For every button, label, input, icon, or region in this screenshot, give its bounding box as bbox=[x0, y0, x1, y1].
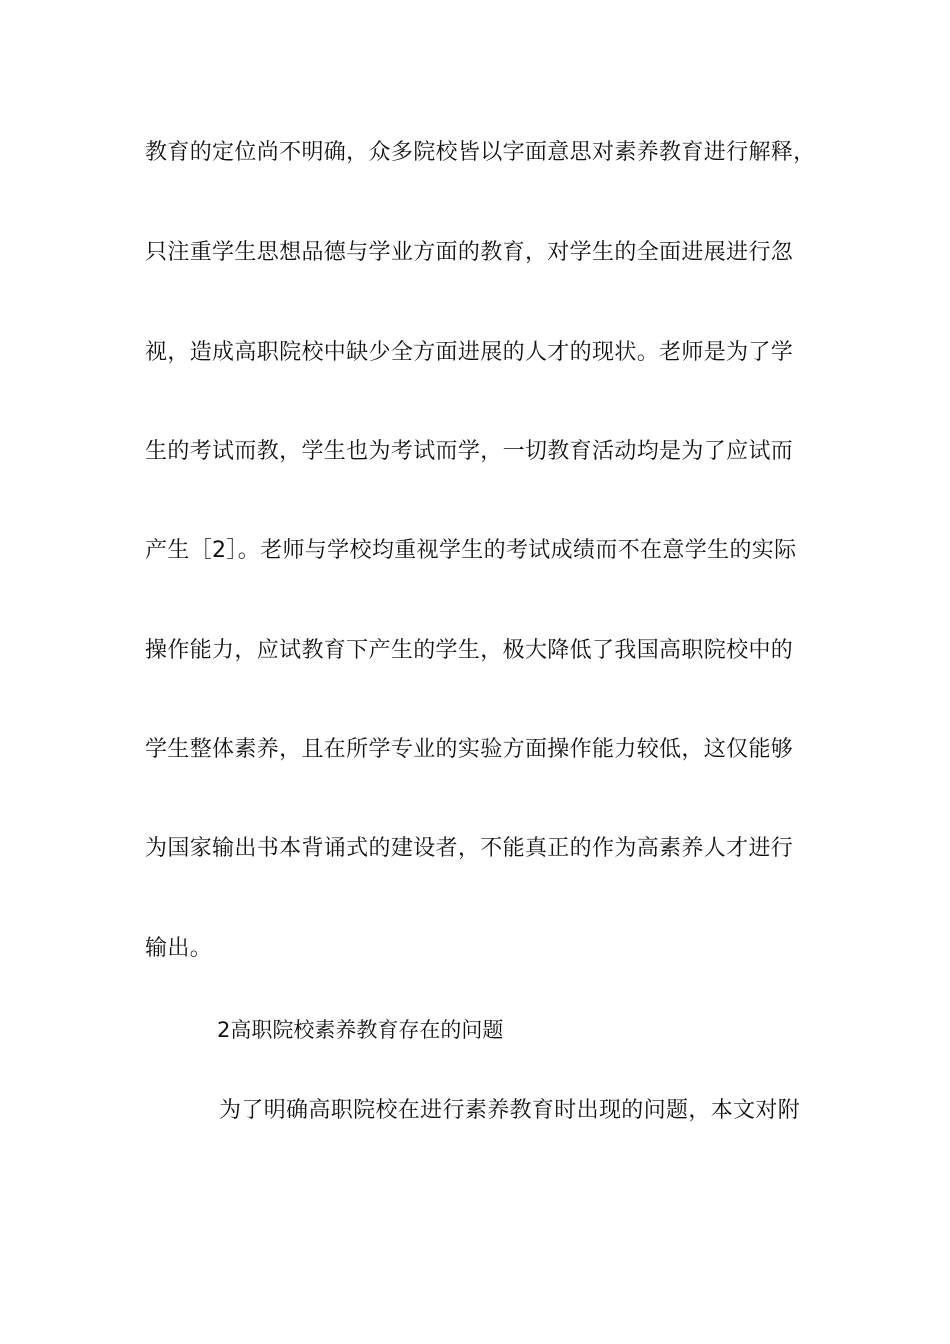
paragraph-line: 学生整体素养，且在所学专业的实验方面操作能力较低，这仅能够 bbox=[145, 737, 794, 762]
paragraph-line: 视，造成高职院校中缺少全方面进展的人才的现状。老师是为了学 bbox=[145, 340, 794, 365]
paragraph-line: 教育的定位尚不明确，众多院校皆以字面意思对素养教育进行解释， bbox=[145, 140, 816, 165]
paragraph-line: 生的考试而教，学生也为考试而学，一切教育活动均是为了应试而 bbox=[145, 439, 794, 464]
paragraph-line: 输出。 bbox=[145, 936, 213, 961]
paragraph-line: 产生［2］。老师与学校均重视学生的考试成绩而不在意学生的实际 bbox=[145, 538, 797, 563]
paragraph-line: 只注重学生思想品德与学业方面的教育，对学生的全面进展进行忽 bbox=[145, 240, 794, 265]
paragraph-line: 操作能力，应试教育下产生的学生，极大降低了我国高职院校中的 bbox=[145, 638, 794, 663]
paragraph-line: 为国家输出书本背诵式的建设者，不能真正的作为高素养人才进行 bbox=[145, 836, 794, 861]
paragraph-line: 为了明确高职院校在进行素养教育时出现的问题，本文对附 bbox=[219, 1098, 801, 1123]
section-heading: 2高职院校素养教育存在的问题 bbox=[217, 1018, 504, 1042]
